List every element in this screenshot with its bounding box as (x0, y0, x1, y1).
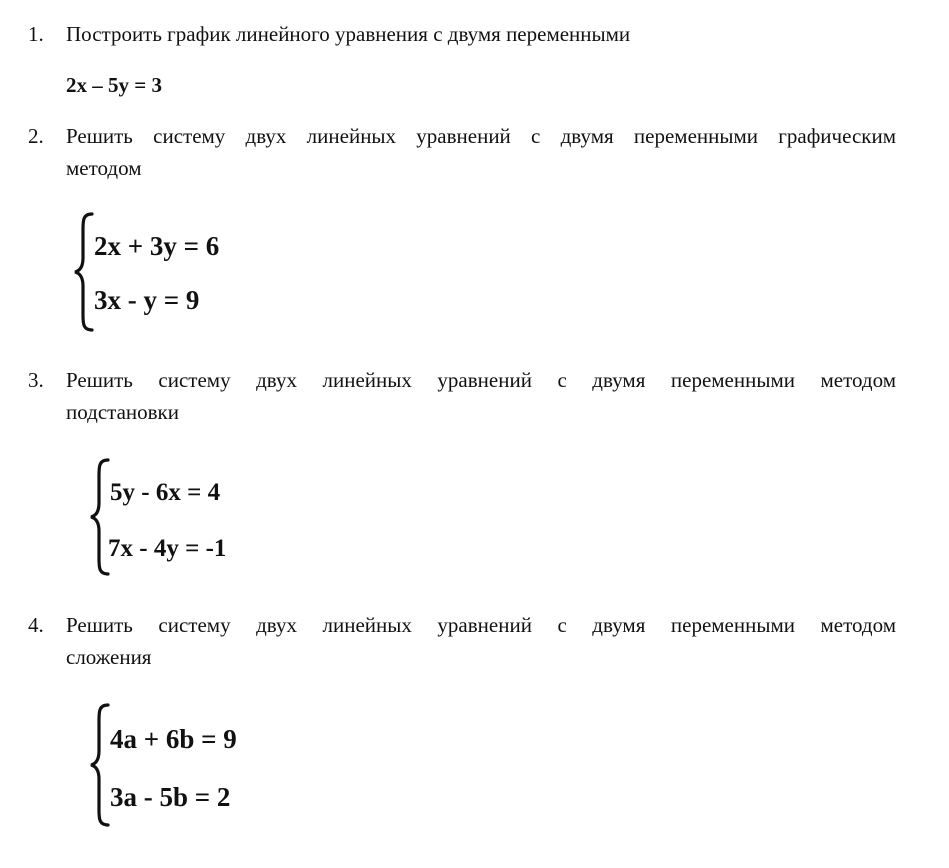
task-text (66, 120, 896, 184)
task-text (66, 609, 896, 673)
left-brace-icon (72, 210, 96, 334)
equation: 2x – 5y = 3 (66, 73, 162, 97)
task-text-line: подстановки (66, 400, 179, 424)
task-text-line: методом (66, 156, 142, 180)
equation-system (88, 456, 288, 578)
equation-system (72, 210, 272, 334)
left-brace-icon (88, 701, 112, 829)
equation-system (88, 701, 308, 829)
equation: 3a - 5b = 2 (110, 782, 231, 812)
equation: 4a + 6b = 9 (110, 724, 237, 754)
task-number: 1. (28, 22, 44, 46)
task-number: 4. (28, 613, 44, 637)
equation: 5y - 6x = 4 (110, 479, 221, 506)
equation: 2x + 3y = 6 (94, 231, 220, 261)
task-text-line: сложения (66, 645, 152, 669)
equation: 3x - y = 9 (94, 285, 200, 315)
equation: 7x - 4y = -1 (108, 535, 227, 562)
task-number: 2. (28, 124, 44, 148)
task-text (66, 364, 896, 428)
task-text-line: Решить систему двух линейных уравнений с двумя переменными методом (66, 368, 896, 392)
task-text-line: Решить систему двух линейных уравнений с двумя переменными методом (66, 613, 896, 637)
task-number: 3. (28, 368, 44, 392)
task-text: Построить график линейного уравнения с двумя переменными (66, 22, 631, 46)
task-text-line: Решить систему двух линейных уравнений с двумя переменными графическим (66, 124, 896, 148)
